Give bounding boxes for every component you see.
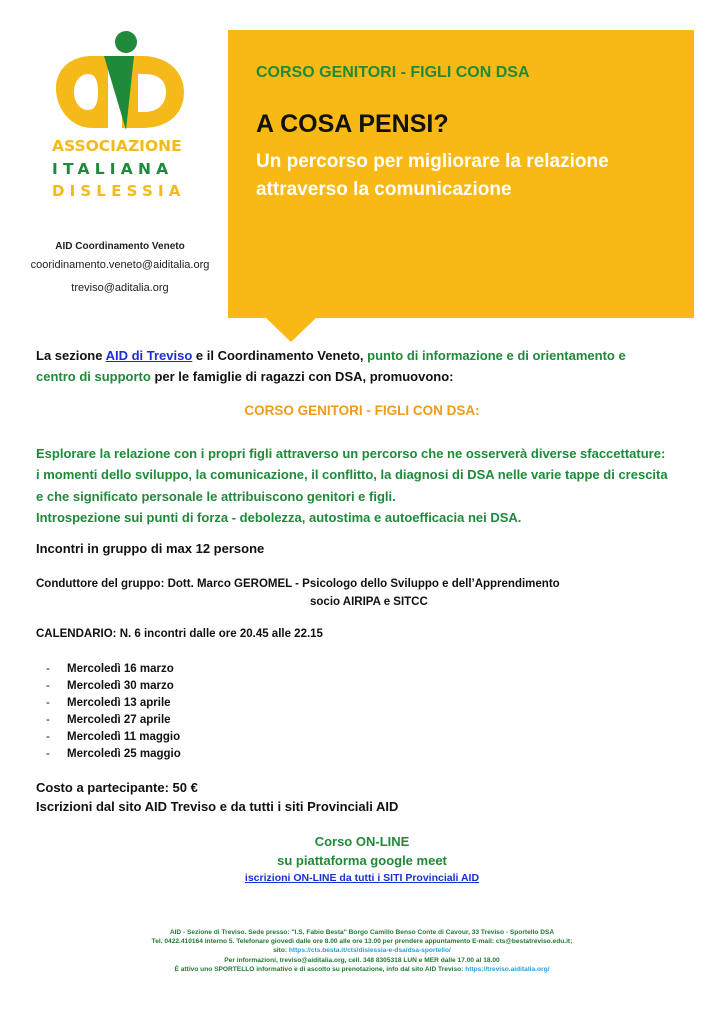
contact-title: AID Coordinamento Veneto [55, 241, 185, 252]
intro-highlight-1: punto di informazione e di orientamento e [367, 348, 626, 363]
intro-highlight-2: centro di supporto [36, 369, 151, 384]
footer-info: Per informazioni, treviso@aiditalia.org, cell. 348 8305318 LUN e MER dalle 17.00 al 18.00 [224, 956, 500, 964]
date-list [46, 661, 181, 763]
date-label: Mercoledì 13 aprile [67, 697, 171, 709]
banner-title: A COSA PENSI? [256, 110, 449, 138]
footer-site-row [0, 946, 724, 955]
footer-phone: Tel. 0422.410164 interno 5. Telefonare giovedì dalle ore 8.00 alle ore 13.00 per prendere appuntamento E-mail: cts@bestatreviso.edu.it; [151, 938, 573, 946]
intro-text-1: La sezione [36, 348, 106, 363]
cost-per-participant: Costo a partecipante: 50 € [36, 780, 198, 795]
online-registration-link[interactable]: iscrizioni ON-LINE da tutti i SITI Provinciali AID [244, 872, 480, 884]
footer-sportello-text: È attivo uno SPORTELLO informativo e di ascolto su prenotazione, info dal sito AID Treviso: [174, 965, 466, 973]
logo-line-italiana: ITALIANA [52, 160, 174, 178]
banner-pointer [265, 317, 317, 342]
contact-email-veneto[interactable]: cooridinamento.veneto@aiditalia.org [30, 259, 210, 271]
description-line: Introspezione sui punti di forza - debolezza, autostima e autoefficacia nei DSA. [36, 509, 522, 525]
contact-email-treviso[interactable]: treviso@aditalia.org [71, 282, 169, 294]
date-label: Mercoledì 16 marzo [67, 663, 174, 675]
course-heading: CORSO GENITORI - FIGLI CON DSA: [244, 403, 480, 418]
banner-subtitle: Un percorso per migliorare la relazione attraverso la comunicazione [256, 151, 609, 200]
date-label: Mercoledì 11 maggio [67, 731, 181, 743]
bullet-dash: - [46, 731, 50, 743]
calendar-summary: CALENDARIO: N. 6 incontri dalle ore 20.45 alle 22.15 [36, 628, 323, 640]
date-item [46, 661, 181, 678]
conductor-affiliation: socio AIRIPA e SITCC [310, 596, 428, 608]
footer-site-link[interactable]: https://cts.besta.it/cts/dislessia-e-dsa/dsa-sportello/ [288, 947, 451, 955]
bullet-dash: - [46, 748, 50, 760]
date-item [46, 678, 181, 695]
banner-kicker: CORSO GENITORI - FIGLI CON DSA [256, 64, 530, 81]
conductor-line: Conduttore del gruppo: Dott. Marco GEROMEL - Psicologo dello Sviluppo e dell’Apprendimento [36, 578, 560, 590]
footer-address: AID - Sezione di Treviso. Sede presso: "I.S. Fabio Besta" Borgo Camillo Benso Conte di Cavour, 33 Treviso - Sportello DSA [169, 929, 555, 936]
footer [0, 928, 724, 974]
date-item [46, 712, 181, 729]
date-label: Mercoledì 30 marzo [67, 680, 174, 692]
logo-line-dislessia: DISLESSIA [52, 182, 186, 200]
online-registration-row [0, 872, 724, 884]
registration-info: Iscrizioni dal sito AID Treviso e da tutti i siti Provinciali AID [36, 799, 399, 814]
intro-text-2: e il Coordinamento Veneto, [192, 348, 368, 363]
date-label: Mercoledì 25 maggio [67, 748, 181, 760]
date-item [46, 695, 181, 712]
logo-dot [115, 31, 137, 53]
bullet-dash: - [46, 697, 50, 709]
logo-line-associazione: ASSOCIAZIONE [52, 137, 182, 155]
date-label: Mercoledì 27 aprile [67, 714, 171, 726]
intro-paragraph [36, 345, 626, 387]
date-item [46, 746, 181, 763]
date-item [46, 729, 181, 746]
logo-letter-a [56, 56, 108, 128]
footer-site-label: sito: [273, 947, 289, 955]
bullet-dash: - [46, 714, 50, 726]
group-size: Incontri in gruppo di max 12 persone [36, 541, 265, 556]
course-description [36, 443, 668, 528]
online-course-label: Corso ON-LINE [314, 834, 410, 849]
footer-treviso-link[interactable]: https://treviso.aiditalia.org/ [465, 965, 550, 973]
aid-treviso-link[interactable]: AID di Treviso [105, 348, 193, 363]
description-line: e che significato personale le attribuiscono genitori e figli. [36, 488, 396, 504]
intro-text-3: per le famiglie di ragazzi con DSA, promuovono: [150, 369, 454, 384]
online-platform-label: su piattaforma google meet [277, 853, 447, 868]
bullet-dash: - [46, 680, 50, 692]
aid-logo-icon [50, 30, 190, 134]
description-line: Esplorare la relazione con i propri figli attraverso un percorso che ne osserverà diverse sfaccettature: [36, 446, 666, 461]
description-line: i momenti dello sviluppo, la comunicazione, il conflitto, la diagnosi di DSA nelle varie tappe di crescita [36, 467, 668, 483]
footer-sportello-row [0, 965, 724, 974]
bullet-dash: - [46, 663, 50, 675]
